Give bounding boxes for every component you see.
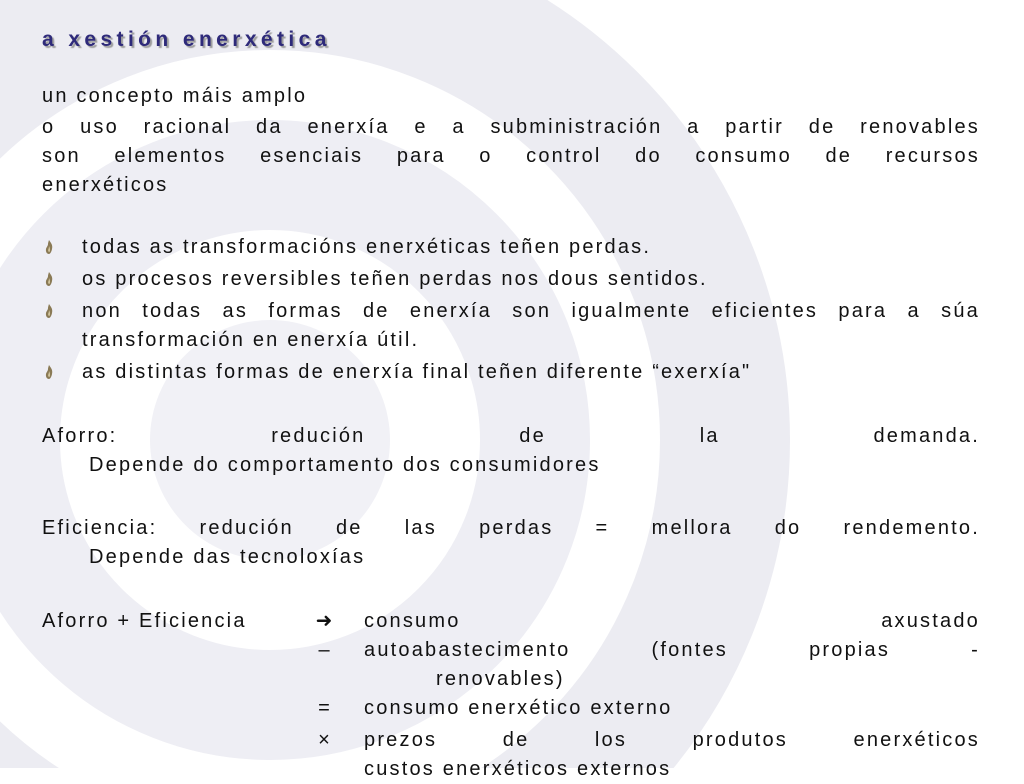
aforro-block (42, 422, 980, 480)
bullet-text: os procesos reversibles teñen perdas nos dous sentidos. (82, 268, 708, 290)
equals-operator: = (318, 697, 330, 719)
formula-row-text: consumo enerxético externo (364, 697, 673, 719)
formula-label: Aforro + Eficiencia (42, 610, 247, 632)
arrow-operator: ➜ (315, 610, 333, 632)
formula-row-text-block (364, 636, 980, 694)
intro-line: un concepto máis amplo (42, 85, 308, 107)
eficiencia-block (42, 514, 980, 572)
flame-bullet-icon (44, 365, 54, 379)
list-item (42, 358, 980, 387)
minus-operator: – (318, 639, 330, 661)
eficiencia-definition: Eficiencia: redución de las perdas = mellora do rendemento. (42, 517, 980, 539)
aforro-note: Depende do comportamento dos consumidores (89, 454, 601, 476)
principles-list (42, 233, 980, 390)
flame-bullet-icon (44, 272, 54, 286)
bullet-text-line-1: non todas as formas de enerxía son igualmente eficientes para a súa (82, 300, 980, 322)
flame-bullet-icon (44, 304, 54, 318)
formula-row-text: consumo axustado (364, 610, 980, 632)
eficiencia-note: Depende das tecnoloxías (89, 546, 366, 568)
bullet-text-line-2: transformación en enerxía útil. (82, 329, 420, 351)
intro-paragraph-line-3: enerxéticos (42, 174, 169, 196)
bullet-text: todas as transformacións enerxéticas teñen perdas. (82, 236, 652, 258)
intro-paragraph (42, 113, 980, 171)
slide-title: a xestión enerxética (42, 28, 331, 51)
formula-row-text: autoabastecimento (fontes propias - (364, 639, 980, 661)
times-operator: × (318, 729, 330, 751)
list-item (42, 265, 980, 294)
bullet-text: as distintas formas de enerxía final teñen diferente “exerxía" (82, 361, 752, 383)
formula-row-text-block (364, 726, 980, 784)
formula-row-continuation: custos enerxéticos externos (364, 758, 672, 780)
formula-row-continuation: renovables) (436, 668, 565, 690)
intro-paragraph-line-1: o uso racional da enerxía e a subministración a partir de renovables (42, 116, 980, 138)
aforro-definition: Aforro: redución de la demanda. (42, 425, 980, 447)
list-item (42, 233, 980, 262)
list-item (42, 297, 980, 355)
formula-row-text: prezos de los produtos enerxéticos (364, 729, 980, 751)
flame-bullet-icon (44, 240, 54, 254)
intro-paragraph-line-2: son elementos esenciais para o control do consumo de recursos (42, 145, 980, 167)
